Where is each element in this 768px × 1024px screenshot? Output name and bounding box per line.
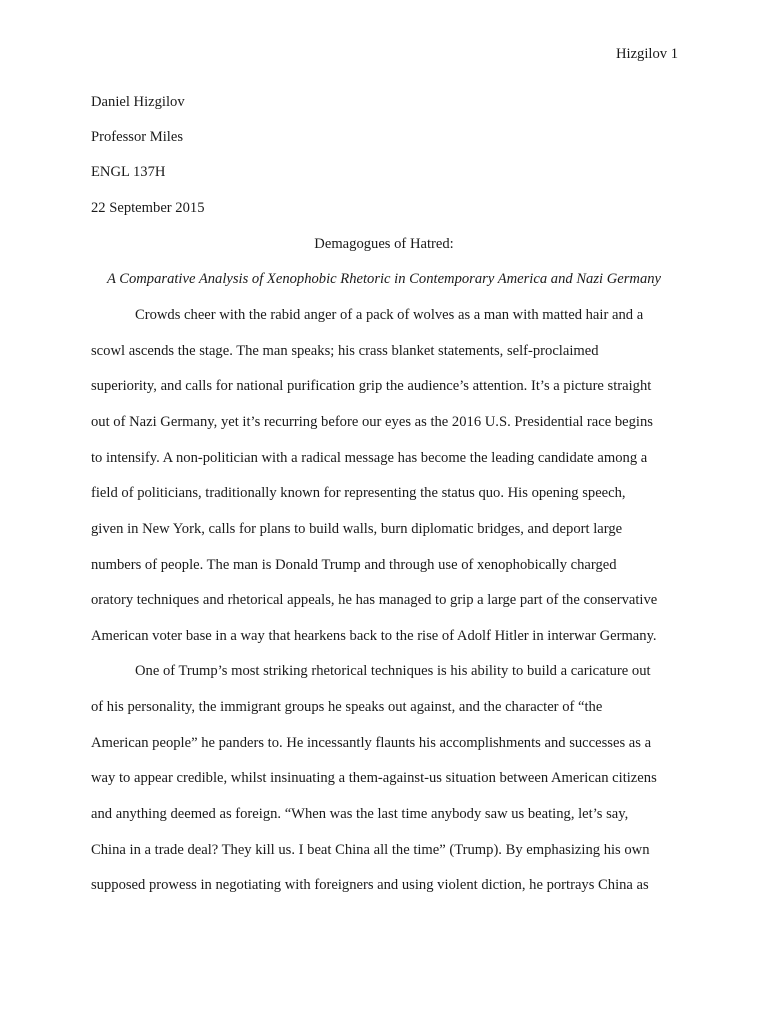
paragraph-line: China in a trade deal? They kill us. I beat China all the time” (Trump). By emphasizing his own	[91, 842, 650, 858]
paragraph-line: Crowds cheer with the rabid anger of a pack of wolves as a man with matted hair and a	[135, 307, 644, 323]
paragraph-line: supposed prowess in negotiating with foreigners and using violent diction, he portrays China as	[91, 877, 649, 893]
paragraph-line: out of Nazi Germany, yet it’s recurring before our eyes as the 2016 U.S. Presidential race begins	[91, 414, 653, 430]
paragraph-line: given in New York, calls for plans to build walls, burn diplomatic bridges, and deport large	[91, 521, 623, 537]
instructor-name: Professor Miles	[91, 129, 184, 145]
paragraph-line: American people” he panders to. He incessantly flaunts his accomplishments and successes as a	[91, 735, 652, 751]
paragraph-line: of his personality, the immigrant groups he speaks out against, and the character of “the	[91, 699, 603, 715]
paragraph-line: field of politicians, traditionally known for representing the status quo. His opening speech,	[91, 485, 626, 501]
paragraph-line: way to appear credible, whilst insinuating a them-against-us situation between American citizens	[91, 770, 657, 786]
paragraph-line: to intensify. A non-politician with a radical message has become the leading candidate among a	[91, 450, 648, 466]
paper-subtitle: A Comparative Analysis of Xenophobic Rhetoric in Contemporary America and Nazi Germany	[106, 271, 662, 287]
paragraph-line: numbers of people. The man is Donald Trump and through use of xenophobically charged	[91, 557, 617, 573]
paragraph-line: scowl ascends the stage. The man speaks; his crass blanket statements, self-proclaimed	[91, 343, 599, 359]
paragraph-line: and anything deemed as foreign. “When was the last time anybody saw us beating, let’s say,	[91, 806, 629, 822]
running-head: Hizgilov 1	[615, 46, 678, 62]
paper-title: Demagogues of Hatred:	[314, 236, 454, 252]
course-name: ENGL 137H	[91, 164, 166, 180]
paragraph-line: One of Trump’s most striking rhetorical techniques is his ability to build a caricature out	[135, 663, 651, 679]
author-name: Daniel Hizgilov	[91, 94, 185, 110]
paragraph-line: American voter base in a way that hearkens back to the rise of Adolf Hitler in interwar Germany.	[91, 628, 657, 644]
paper-date: 22 September 2015	[91, 200, 205, 216]
paragraph-line: oratory techniques and rhetorical appeals, he has managed to grip a large part of the conservative	[91, 592, 658, 608]
paragraph-line: superiority, and calls for national purification grip the audience’s attention. It’s a picture straight	[91, 378, 652, 394]
